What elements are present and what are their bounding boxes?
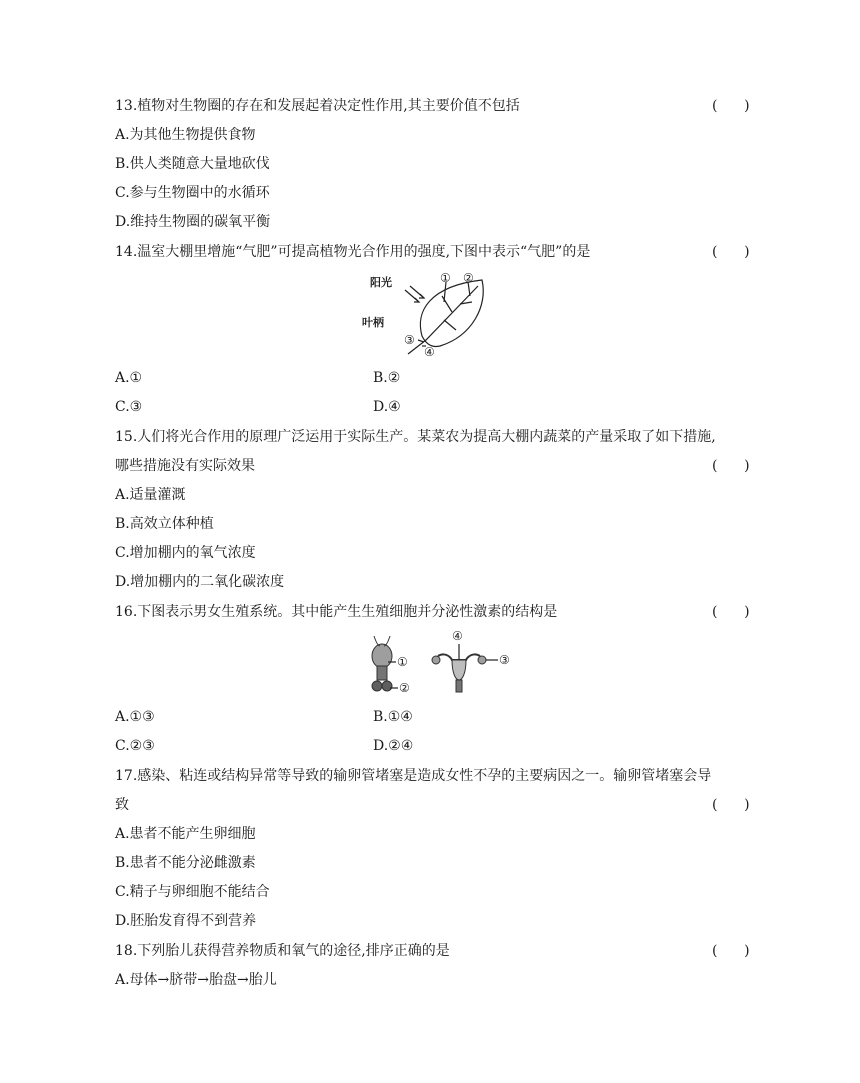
leaf-marker-4: ④ xyxy=(424,345,435,359)
leaf-midrib xyxy=(408,286,478,354)
female-marker-4: ④ xyxy=(452,629,463,643)
q16-option-a: A.①③ xyxy=(115,709,155,725)
q15-stem-line2: 哪些措施没有实际效果 xyxy=(115,458,255,474)
q13-stem: 13.植物对生物圈的存在和发展起着决定性作用,其主要价值不包括 xyxy=(115,98,520,114)
male-marker-2: ② xyxy=(399,681,410,695)
q15-option-c: C.增加棚内的氧气浓度 xyxy=(115,545,256,561)
q17-option-b: B.患者不能分泌雌激素 xyxy=(115,855,256,871)
q16-answer-paren: ( ) xyxy=(712,604,750,620)
q17-stem-line1: 17.感染、粘连或结构异常等导致的输卵管堵塞是造成女性不孕的主要病因之一。输卵管堵塞会导 xyxy=(115,768,712,784)
q14-option-a: A.① xyxy=(115,370,143,386)
q14-option-d: D.④ xyxy=(373,399,401,415)
male-reproductive-system xyxy=(372,636,392,691)
q17-option-c: C.精子与卵细胞不能结合 xyxy=(115,884,270,900)
q13-option-d: D.维持生物圈的碳氧平衡 xyxy=(115,214,271,230)
q15-option-a: A.适量灌溉 xyxy=(115,487,186,503)
q16-stem: 16.下图表示男女生殖系统。其中能产生生殖细胞并分泌性激素的结构是 xyxy=(115,604,558,620)
female-marker-3: ③ xyxy=(499,653,510,667)
male-marker-1: ① xyxy=(397,655,408,669)
leaf-marker-1: ① xyxy=(440,271,451,285)
q16-option-c: C.②③ xyxy=(115,738,155,754)
q15-option-b: B.高效立体种植 xyxy=(115,516,214,532)
q14-answer-paren: ( ) xyxy=(712,244,750,260)
q18-option-a: A.母体→脐带→胎盘→胎儿 xyxy=(115,972,277,988)
q14-option-c: C.③ xyxy=(115,399,143,415)
reproductive-system-diagram xyxy=(360,628,520,698)
q17-answer-paren: ( ) xyxy=(712,797,750,813)
label-petiole: 叶柄 xyxy=(362,316,384,329)
q17-option-d: D.胚胎发育得不到营养 xyxy=(115,913,257,929)
q18-answer-paren: ( ) xyxy=(712,943,750,959)
q13-option-c: C.参与生物圈中的水循环 xyxy=(115,185,270,201)
q17-stem-line2: 致 xyxy=(115,797,129,813)
q13-answer-paren: ( ) xyxy=(712,98,750,114)
leaf-marker-3: ③ xyxy=(404,333,415,347)
q14-option-b: B.② xyxy=(373,370,401,386)
q14-stem: 14.温室大棚里增施“气肥”可提高植物光合作用的强度,下图中表示“气肥”的是 xyxy=(115,244,591,260)
leaf-marker-2: ② xyxy=(463,271,474,285)
q16-option-b: B.①④ xyxy=(373,709,413,725)
q15-answer-paren: ( ) xyxy=(712,458,750,474)
q13-option-a: A.为其他生物提供食物 xyxy=(115,127,256,143)
label-sunlight: 阳光 xyxy=(370,276,392,289)
q15-option-d: D.增加棚内的二氧化碳浓度 xyxy=(115,574,285,590)
q16-option-d: D.②④ xyxy=(373,738,414,754)
q13-option-b: B.供人类随意大量地砍伐 xyxy=(115,156,270,172)
q15-stem-line1: 15.人们将光合作用的原理广泛运用于实际生产。某菜农为提高大棚内蔬菜的产量采取了如下措施, xyxy=(115,429,716,445)
q17-option-a: A.患者不能产生卵细胞 xyxy=(115,826,256,842)
leaf-diagram xyxy=(360,266,500,360)
q18-stem: 18.下列胎儿获得营养物质和氧气的途径,排序正确的是 xyxy=(115,943,450,959)
